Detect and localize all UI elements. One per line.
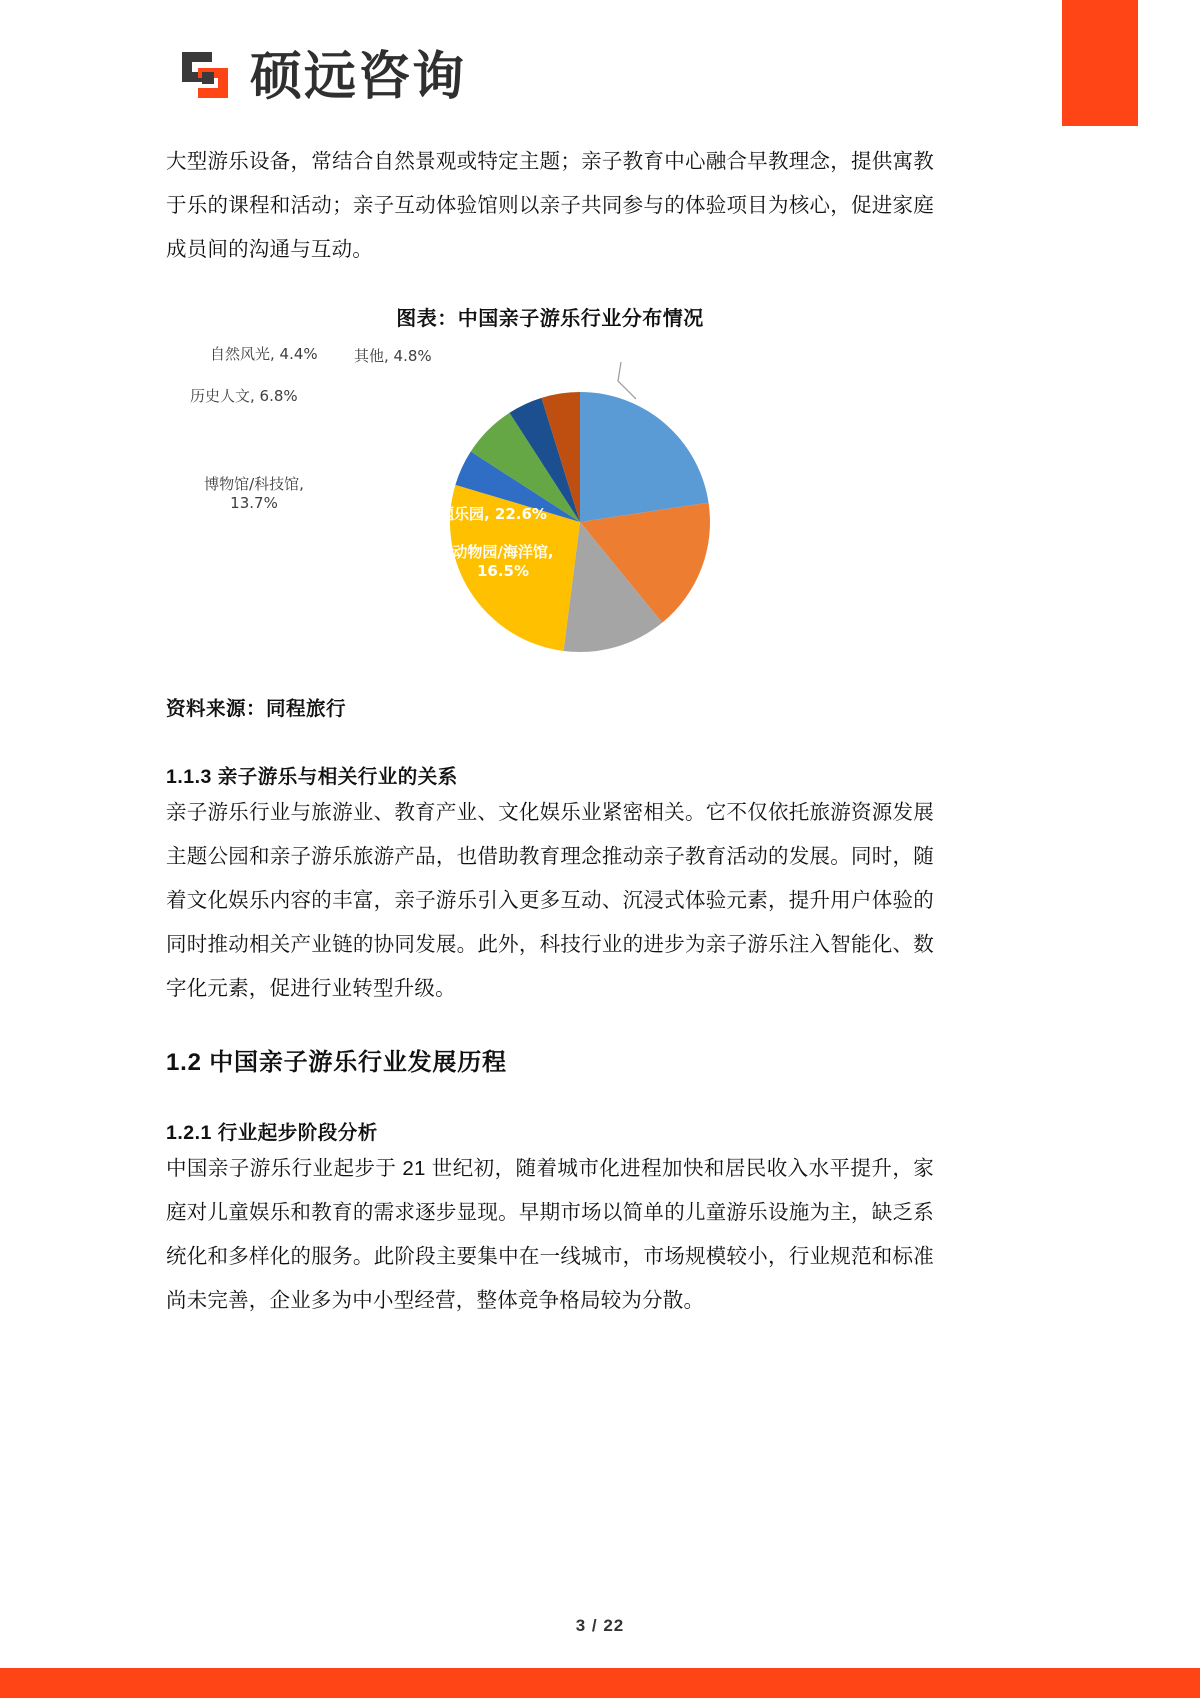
- pie-label-theme-park: 主题乐园, 22.6%: [424, 505, 547, 524]
- heading-1-1-3: 1.1.3 亲子游乐与相关行业的关系: [166, 766, 458, 789]
- pie-label-other: 其他, 4.8%: [354, 347, 432, 366]
- pie-label-museum-line2: 13.7%: [230, 494, 278, 513]
- paragraph-intro: 大型游乐设备，常结合自然景观或特定主题；亲子教育中心融合早教理念，提供寓教于乐的课程和活动；亲子互动体验馆则以亲子共同参与的体验项目为核心，促进家庭成员间的沟通与互动。: [166, 150, 934, 262]
- heading-1-2-1: 1.2.1 行业起步阶段分析: [166, 1121, 378, 1144]
- footer-accent-gap: [0, 1658, 1200, 1668]
- pie-label-city-leisure: [370, 609, 480, 647]
- brand-logo: [178, 48, 466, 106]
- leader-line-other: [618, 362, 636, 399]
- pie-label-museum-line1: 博物馆/科技馆,: [204, 475, 304, 494]
- pie-label-museum: [166, 475, 342, 513]
- chart-figure: [166, 302, 934, 667]
- header-accent-block: [1062, 0, 1138, 126]
- paragraph-startup-phase: 中国亲子游乐行业起步于 21 世纪初，随着城市化进程加快和居民收入水平提升，家庭对儿童娱乐和教育的需求逐步显现。早期市场以简单的儿童游乐设施为主，缺乏系统化和多样化的服务。此阶段主要集中在一线城市，市场规模较小，行业规范和标准尚未完善，企业多为中小型经营，整体竞争格局较为分散。: [166, 1156, 934, 1312]
- page-number: 3 / 22: [575, 1616, 625, 1635]
- chart-source-note: 资料来源：同程旅行: [166, 698, 347, 721]
- paragraph-relations: 亲子游乐行业与旅游业、教育产业、文化娱乐业紧密相关。它不仅依托旅游资源发展主题公园和亲子游乐旅游产品，也借助教育理念推动亲子教育活动的发展。同时，随着文化娱乐内容的丰富，亲子游乐引入更多互动、沉浸式体验元素，提升用户体验的同时推动相关产业链的协同发展。此外，科技行业的进步为亲子游乐注入智能化、数字化元素，促进行业转型升级。: [166, 801, 934, 1001]
- footer-accent-bar: [0, 1668, 1200, 1698]
- pie-chart: [166, 337, 934, 667]
- pie-label-nature: 自然风光, 4.4%: [210, 345, 318, 364]
- heading-1-2: 1.2 中国亲子游乐行业发展历程: [166, 1048, 507, 1076]
- pie-label-history: 历史人文, 6.8%: [190, 387, 298, 406]
- page-content: [166, 140, 934, 1327]
- chart-title: 图表：中国亲子游乐行业分布情况: [396, 308, 704, 331]
- brand-name: 硕远咨询: [250, 47, 467, 107]
- pie-label-city-line1: 城市休闲观: [387, 609, 463, 628]
- shuoyuan-logo-mark-icon: [178, 48, 236, 106]
- pie-label-zoo-aquarium: [438, 543, 568, 581]
- pie-label-city-line2: 光, 15.7%: [386, 628, 464, 647]
- pie-label-zoo-line1: 动物园/海洋馆,: [452, 543, 554, 562]
- pie-label-water-world: 水世界, 15.6%: [279, 593, 387, 612]
- pie-label-zoo-line2: 16.5%: [476, 562, 530, 581]
